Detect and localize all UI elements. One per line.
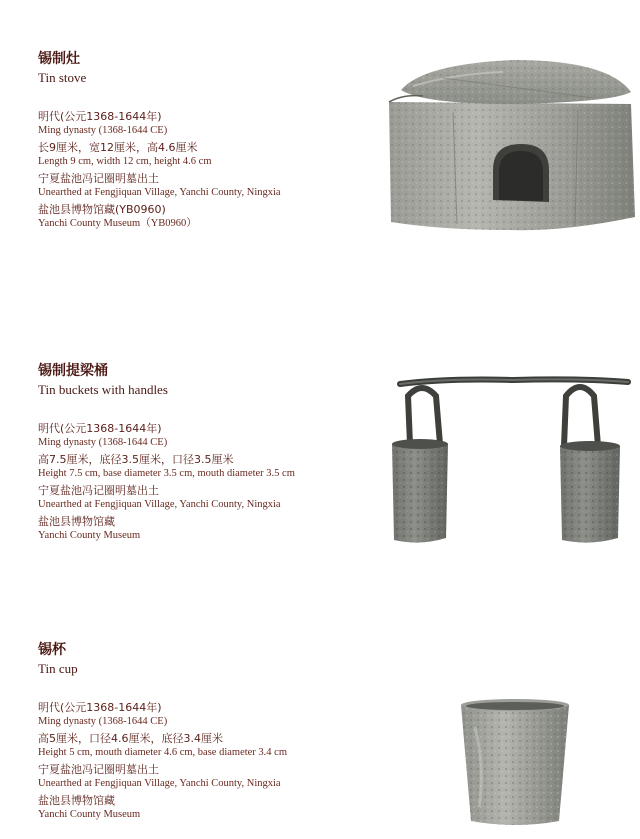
museum-zh: 盐池县博物馆藏 [38,515,115,528]
entry-tin-buckets [38,362,368,542]
tin-buckets-image [388,366,638,550]
period-zh: 明代(公元1368-1644年) [38,422,162,435]
origin-zh: 宁夏盐池冯记圈明墓出土 [38,763,159,776]
period-zh: 明代(公元1368-1644年) [38,110,162,123]
entry-title-zh: 锡杯 [38,642,66,658]
period-en: Ming dynasty (1368-1644 CE) [38,716,168,727]
entry-tin-cup [38,641,368,821]
dimensions-zh: 高7.5厘米，底径3.5厘米，口径3.5厘米 [38,453,234,466]
dimensions-zh: 高5厘米，口径4.6厘米，底径3.4厘米 [38,732,223,745]
museum-en: Yanchi County Museum [38,530,141,541]
period-en: Ming dynasty (1368-1644 CE) [38,437,168,448]
museum-en: Yanchi County Museum [38,809,141,820]
dimensions-zh: 长9厘米，宽12厘米，高4.6厘米 [38,141,198,154]
museum-zh: 盐池县博物馆藏 [38,794,115,807]
tin-cup-image [455,697,575,829]
entry-title-zh: 锡制灶 [38,51,80,67]
entry-title-en: Tin buckets with handles [38,382,168,397]
entry-title-en: Tin stove [38,70,87,85]
entry-title-zh: 锡制提梁桶 [38,363,108,379]
dimensions-en: Length 9 cm, width 12 cm, height 4.6 cm [38,156,212,167]
museum-en: Yanchi County Museum（YB0960） [38,218,197,229]
dimensions-en: Height 7.5 cm, base diameter 3.5 cm, mouth diameter 3.5 cm [38,468,295,479]
tin-stove-image [383,52,638,234]
origin-zh: 宁夏盐池冯记圈明墓出土 [38,172,159,185]
origin-en: Unearthed at Fengjiquan Village, Yanchi County, Ningxia [38,778,281,789]
period-en: Ming dynasty (1368-1644 CE) [38,125,168,136]
dimensions-en: Height 5 cm, mouth diameter 4.6 cm, base diameter 3.4 cm [38,747,288,758]
museum-zh: 盐池县博物馆藏(YB0960) [38,203,166,216]
origin-en: Unearthed at Fengjiquan Village, Yanchi County, Ningxia [38,187,281,198]
period-zh: 明代(公元1368-1644年) [38,701,162,714]
origin-zh: 宁夏盐池冯记圈明墓出土 [38,484,159,497]
origin-en: Unearthed at Fengjiquan Village, Yanchi County, Ningxia [38,499,281,510]
entry-title-en: Tin cup [38,661,78,676]
entry-tin-stove [38,50,368,230]
